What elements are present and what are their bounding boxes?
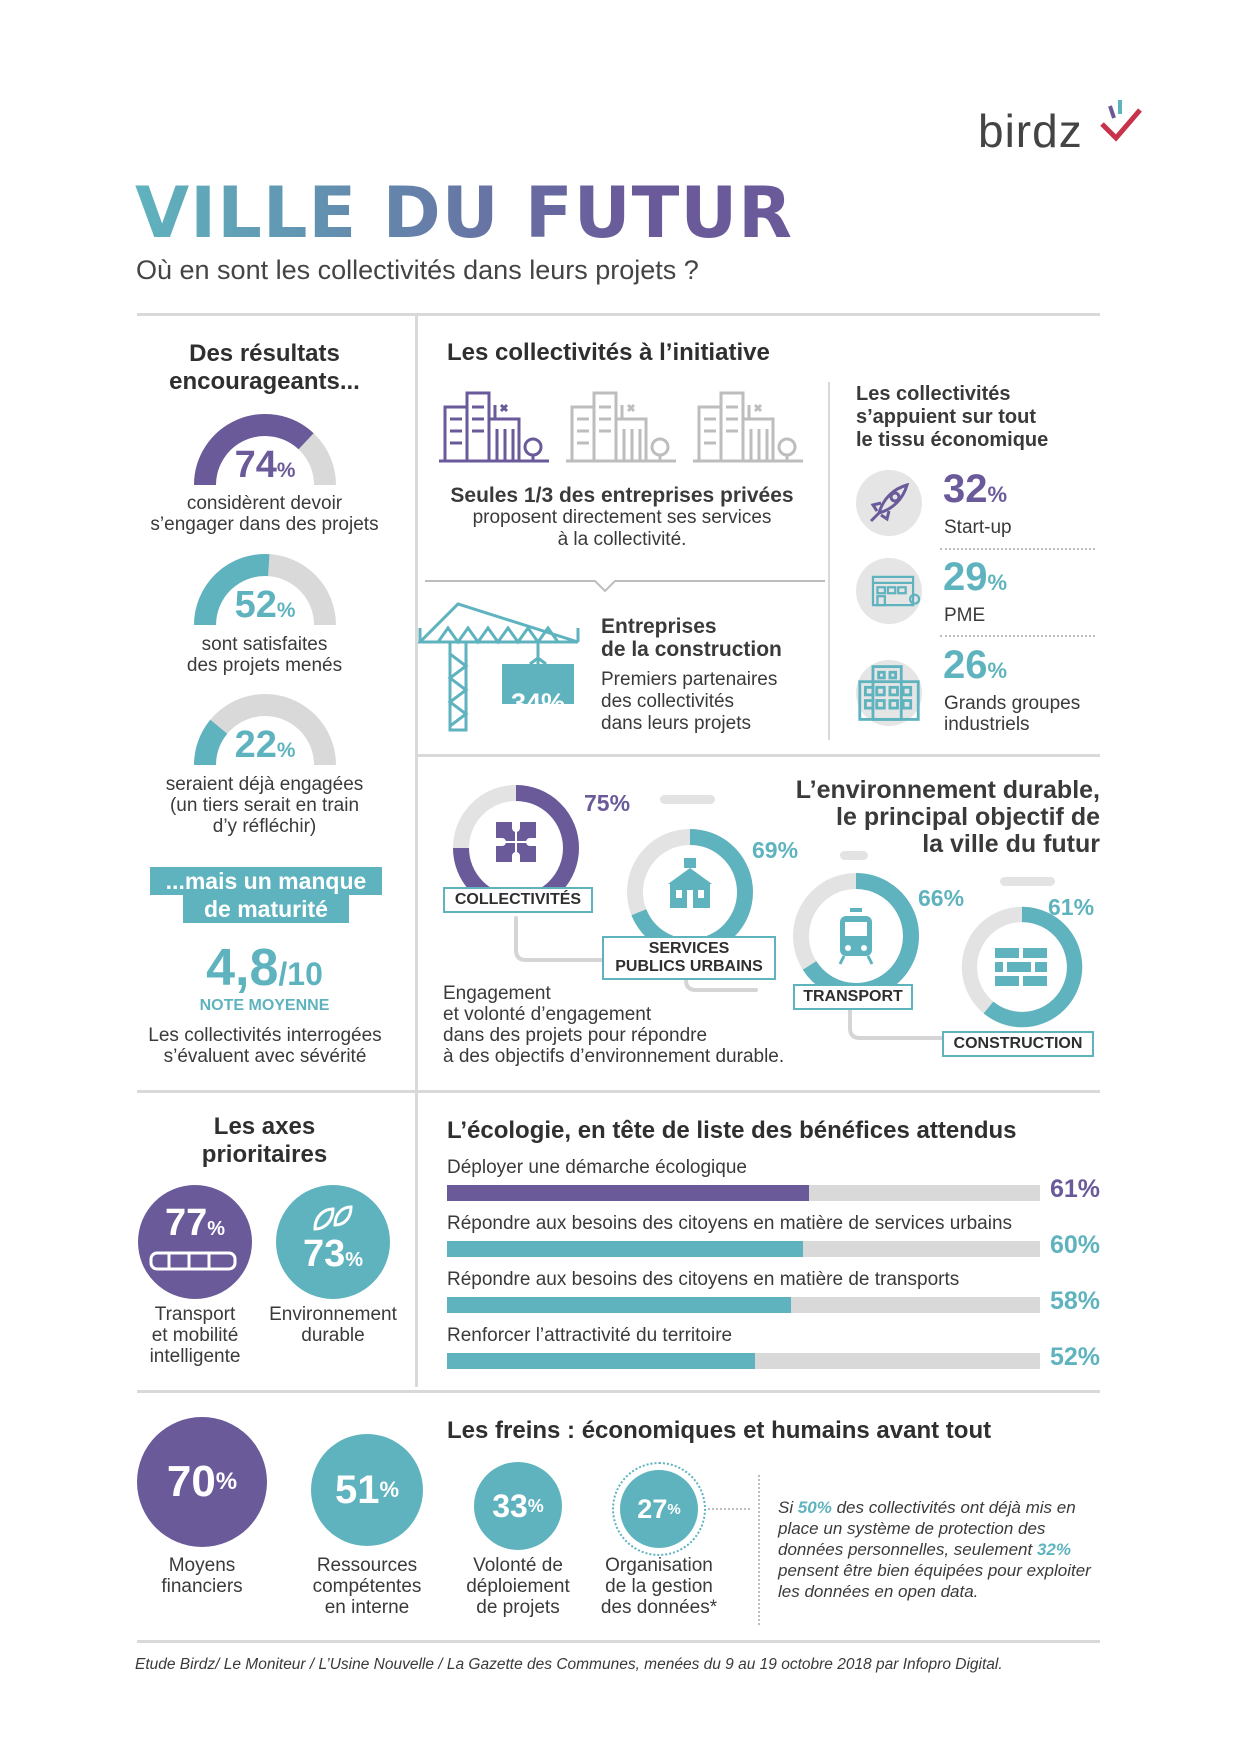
axis-caption-line: et mobilité: [151, 1325, 239, 1346]
axes-heading-line: prioritaires: [201, 1141, 328, 1168]
construction-text: Premiers partenaires: [601, 669, 778, 690]
axis-circle-environment: [276, 1185, 390, 1299]
donut-label-text: CONSTRUCTION: [953, 1035, 1083, 1052]
economic-number: 32: [943, 467, 988, 511]
environment-text: [443, 983, 843, 1067]
bar-value: 60%: [1049, 1231, 1100, 1259]
initiative-heading: Les collectivités à l’initiative: [447, 339, 770, 366]
bar-fill: [447, 1353, 755, 1369]
brake-circle-financial: [137, 1417, 267, 1547]
environment-heading-line: la ville du futur: [922, 830, 1100, 858]
page-subtitle: Où en sont les collectivités dans leurs projets ?: [136, 255, 699, 285]
economic-label: Start-up: [944, 517, 1012, 538]
axis-caption: [118, 1304, 272, 1367]
construction-title: de la construction: [601, 638, 782, 661]
divider: [415, 1092, 418, 1387]
bar-track: [447, 1297, 1040, 1313]
brake-caption-line: Moyens: [168, 1555, 236, 1576]
economic-label: PME: [944, 605, 986, 626]
note-value: 32%: [1036, 1540, 1071, 1559]
bird-icon: [1096, 98, 1142, 142]
dotted-divider: [940, 548, 1095, 550]
gauge-engage: [190, 410, 340, 490]
gauge-caption: [137, 774, 392, 837]
construction-title: Entreprises: [601, 615, 717, 638]
donut-value: 61%: [1048, 894, 1095, 920]
donut-value: 75%: [584, 790, 631, 816]
dotted-connector: [708, 1508, 750, 1510]
brake-caption-line: des données*: [600, 1597, 718, 1618]
gauge-satisfied: [190, 550, 340, 630]
bar-value: 52%: [1049, 1343, 1100, 1371]
divider: [137, 1390, 1100, 1393]
donut-label: [602, 936, 776, 980]
axis-caption-line: intelligente: [149, 1346, 241, 1367]
bar-fill: [447, 1297, 791, 1313]
gauge-caption: [137, 493, 392, 535]
gauge-number: 74: [234, 444, 277, 486]
brake-caption-line: compétentes: [312, 1576, 422, 1597]
results-heading-line: encourageants...: [169, 368, 360, 395]
score-label: NOTE MOYENNE: [199, 997, 330, 1014]
buildings-icon: [437, 385, 552, 465]
brake-caption-line: Ressources: [316, 1555, 418, 1576]
economic-heading: [856, 383, 1048, 452]
bar-track: [447, 1241, 1040, 1257]
gauge-number: 22: [234, 724, 277, 766]
donut-label-text: SERVICES: [648, 940, 730, 957]
brake-caption-line: Organisation: [605, 1555, 713, 1576]
donut-label-text: PUBLICS URBAINS: [615, 958, 763, 975]
brake-caption-line: déploiement: [466, 1576, 570, 1597]
score-unit: /10: [278, 956, 323, 992]
donut-construction: [957, 902, 1087, 1032]
environment-heading-line: le principal objectif de: [836, 803, 1100, 831]
donut-value: 66%: [918, 885, 965, 911]
initiative-text-line: proposent directement ses services: [472, 507, 772, 528]
crane-value: 34%: [510, 688, 566, 718]
divider: [828, 382, 830, 740]
tram-icon: [149, 1249, 241, 1275]
gauge-number: 52: [234, 584, 277, 626]
shop-icon: [856, 558, 922, 624]
environment-heading-line: L’environnement durable,: [795, 776, 1100, 804]
axis-value: [165, 1202, 225, 1245]
economic-label-line: industriels: [944, 714, 1030, 735]
building-icon: [856, 660, 922, 726]
gauge-value: [190, 724, 340, 767]
construction-block: [601, 615, 821, 735]
axes-heading-line: Les axes: [213, 1113, 316, 1140]
note-text: des collectivités ont déjà mis en place un système de protection des données personnelles, seulement: [778, 1498, 1076, 1559]
brake-caption-line: financiers: [161, 1576, 243, 1597]
bar-label: Répondre aux besoins des citoyens en matière de services urbains: [447, 1213, 1013, 1234]
divider: [418, 754, 1100, 757]
results-heading: [137, 340, 392, 396]
gauge-unit: %: [276, 739, 296, 762]
environment-text-line: et volonté d’engagement: [443, 1004, 652, 1025]
economic-heading-line: s’appuient sur tout: [856, 406, 1036, 428]
initiative-text: [427, 485, 817, 551]
caption-line: des projets menés: [186, 655, 343, 676]
note-text: pensent être bien équipées pour exploiter les données en open data.: [778, 1561, 1091, 1601]
construction-text: des collectivités: [601, 691, 735, 712]
axis-number: 77: [164, 1201, 208, 1244]
divider: [137, 1640, 1100, 1643]
donut-label-text: TRANSPORT: [803, 988, 903, 1005]
bricks-icon: [993, 946, 1049, 990]
note-text: Si: [778, 1498, 798, 1517]
economic-heading-line: le tissu économique: [856, 429, 1049, 451]
construction-text: dans leurs projets: [601, 713, 751, 734]
page-title: VILLE DU FUTUR: [135, 172, 794, 254]
score-number: 4,8: [206, 939, 279, 997]
economic-value: [943, 555, 1007, 600]
environment-text-line: dans des projets pour répondre: [443, 1025, 708, 1046]
donut-label: [443, 887, 593, 913]
brand-logo: [978, 104, 1148, 164]
environment-text-line: à des objectifs d’environnement durable.: [443, 1046, 785, 1067]
callout-divider: [425, 575, 825, 595]
divider: [137, 313, 1100, 316]
divider: [137, 1090, 1100, 1093]
brake-caption-line: de la gestion: [605, 1576, 713, 1597]
caption-line: s’engager dans des projets: [150, 514, 379, 535]
initiative-text-line: à la collectivité.: [557, 529, 687, 550]
gauge-value: [190, 584, 340, 627]
economic-label: [944, 693, 1080, 735]
economic-value: [943, 643, 1007, 688]
bar-fill: [447, 1185, 809, 1201]
puzzle-icon: [494, 820, 538, 864]
axis-unit: %: [207, 1217, 226, 1240]
caption-line: seraient déjà engagées: [165, 774, 364, 795]
economic-unit: %: [987, 570, 1008, 595]
economic-label-line: Grands groupes: [944, 693, 1081, 714]
economic-heading-line: Les collectivités: [856, 383, 1011, 405]
dotted-divider: [940, 635, 1095, 637]
bar-track: [447, 1185, 1040, 1201]
axis-caption-line: durable: [301, 1325, 365, 1346]
gauge-value: [190, 444, 340, 487]
gauge-engaged: [190, 690, 340, 770]
brake-unit: %: [379, 1477, 400, 1502]
brake-unit: %: [527, 1495, 544, 1516]
bar-fill: [447, 1241, 803, 1257]
ecology-heading: L’écologie, en tête de liste des bénéfices attendus: [447, 1117, 1017, 1144]
axis-circle-transport: [138, 1185, 252, 1299]
economic-number: 26: [943, 643, 988, 687]
caption-line: s’évaluent avec sévérité: [163, 1046, 367, 1067]
axis-number: 73: [302, 1232, 346, 1275]
economic-unit: %: [987, 658, 1008, 683]
brake-unit: %: [215, 1468, 238, 1495]
caption-line: Les collectivités interrogées: [148, 1025, 382, 1046]
maturity-line: de maturité: [183, 895, 349, 923]
bar-label: Déployer une démarche écologique: [447, 1157, 747, 1178]
source-footnote: Etude Birdz/ Le Moniteur / L’Usine Nouvelle / La Gazette des Communes, menées du 9 au 19 octobre 2018 par Infopro Digital.: [135, 1656, 1003, 1673]
gauge-caption: [137, 634, 392, 676]
caption-line: considèrent devoir: [186, 493, 343, 514]
bar-label: Répondre aux besoins des citoyens en matière de transports: [447, 1269, 960, 1290]
city-hall-icon: [662, 856, 718, 912]
economic-value: [943, 467, 1007, 512]
tram-icon: [836, 906, 876, 966]
buildings-icon: [691, 385, 806, 465]
leaf-icon: [311, 1203, 355, 1233]
axis-value: [303, 1233, 363, 1276]
maturity-line: ...mais un manque: [150, 867, 382, 895]
bar-label: Renforcer l’attractivité du territoire: [447, 1325, 733, 1346]
brake-caption-line: Volonté de: [473, 1555, 563, 1576]
axis-caption-line: Environnement: [269, 1304, 397, 1325]
rocket-icon: [856, 470, 922, 536]
initiative-text-bold: Seules 1/3 des entreprises privées: [450, 484, 794, 507]
donut-value: 69%: [752, 837, 799, 863]
axes-heading: [137, 1113, 392, 1169]
bar-track: [447, 1353, 1040, 1369]
gauge-unit: %: [276, 459, 296, 482]
donut-label: [942, 1031, 1094, 1057]
axis-caption-line: Transport: [154, 1304, 236, 1325]
caption-line: sont satisfaites: [201, 634, 328, 655]
environment-text-line: Engagement: [443, 983, 551, 1004]
data-note: [778, 1497, 1108, 1602]
results-heading-line: Des résultats: [189, 340, 340, 367]
score-caption: [130, 1025, 400, 1067]
bar-value: 58%: [1049, 1287, 1100, 1315]
brake-unit: %: [667, 1500, 681, 1518]
average-score: [137, 938, 392, 998]
brake-circle-data: [620, 1470, 698, 1548]
brake-circle-will: [474, 1462, 562, 1550]
bar-value: 61%: [1049, 1175, 1100, 1203]
brake-number: 27: [637, 1493, 668, 1524]
brake-number: 70: [166, 1457, 216, 1506]
brake-number: 33: [492, 1487, 528, 1524]
brake-caption-line: en interne: [324, 1597, 410, 1618]
economic-number: 29: [943, 555, 988, 599]
axis-caption: [258, 1304, 408, 1346]
caption-line: (un tiers serait en train: [169, 795, 360, 816]
brake-caption: [443, 1555, 593, 1618]
maturity-banner: [150, 867, 382, 923]
brakes-heading: Les freins : économiques et humains avant tout: [447, 1417, 992, 1444]
axis-unit: %: [345, 1248, 364, 1271]
brake-caption-line: de projets: [476, 1597, 560, 1618]
brake-caption: [117, 1555, 287, 1597]
brake-circle-resources: [311, 1434, 423, 1546]
brake-caption: [287, 1555, 447, 1618]
dotted-divider: [758, 1475, 760, 1625]
brake-caption: [582, 1555, 736, 1618]
brand-logo-text: birdz: [978, 105, 1083, 157]
caption-line: d’y réfléchir): [212, 816, 317, 837]
brake-number: 51: [334, 1467, 380, 1512]
economic-unit: %: [987, 482, 1008, 507]
gauge-unit: %: [276, 599, 296, 622]
donut-label-text: COLLECTIVITÉS: [454, 891, 582, 908]
buildings-icon: [564, 385, 679, 465]
note-value: 50%: [797, 1498, 832, 1517]
